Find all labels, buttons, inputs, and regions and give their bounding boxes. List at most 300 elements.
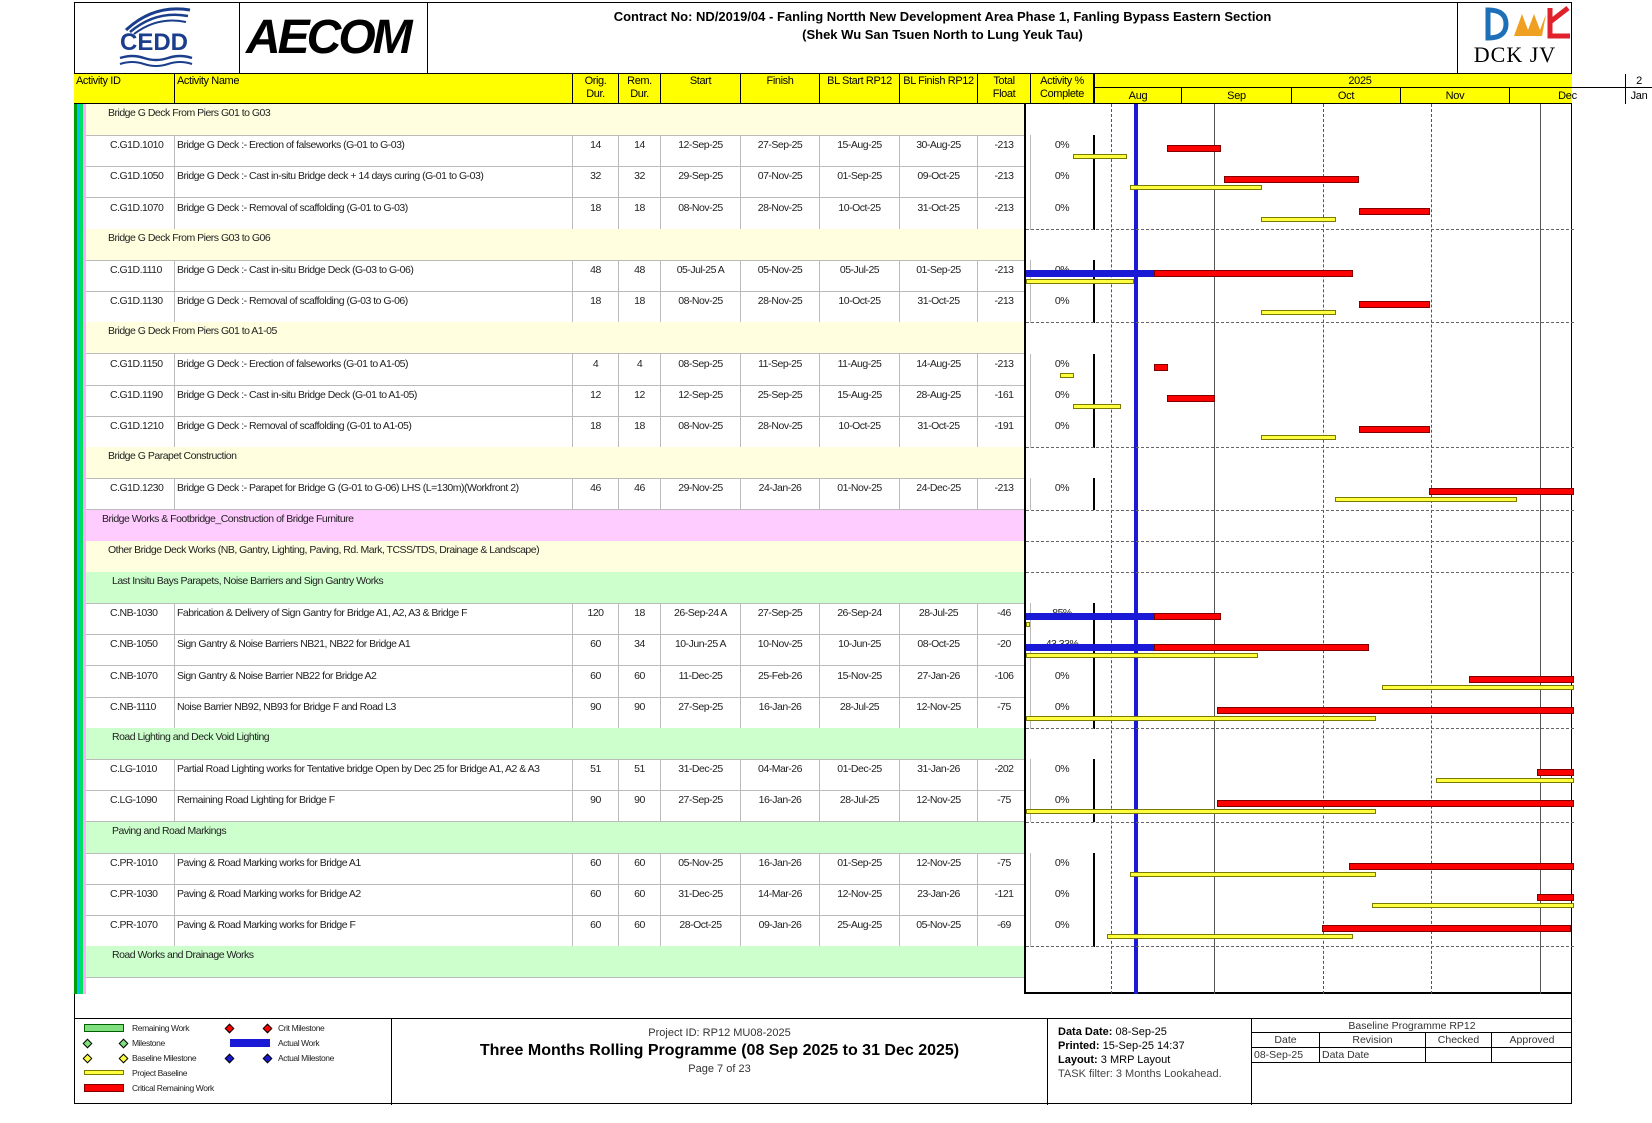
cell-start: 08-Nov-25 bbox=[661, 416, 741, 448]
cell-start: 12-Sep-25 bbox=[661, 135, 741, 167]
legend-actual-swatch bbox=[230, 1039, 270, 1047]
cell-blf: 31-Oct-25 bbox=[900, 291, 978, 323]
gantt-group-divider bbox=[1026, 946, 1574, 947]
col-activity-name[interactable]: Activity Name bbox=[175, 74, 573, 104]
critical-remaining-bar bbox=[1359, 301, 1430, 308]
cell-tf: -75 bbox=[978, 853, 1031, 885]
wbs-group-row bbox=[74, 946, 1024, 978]
gantt-group-divider bbox=[1026, 541, 1574, 542]
cell-finish: 11-Sep-25 bbox=[741, 354, 820, 386]
activity-row[interactable] bbox=[74, 354, 1070, 386]
cell-od: 60 bbox=[573, 884, 619, 916]
column-header bbox=[74, 74, 1648, 104]
cell-name: Paving & Road Marking works for Bridge A2 bbox=[175, 884, 573, 916]
cell-finish: 16-Jan-26 bbox=[741, 853, 820, 885]
cell-bls: 28-Jul-25 bbox=[820, 697, 900, 729]
contract-title-line1: Contract No: ND/2019/04 - Fanling Nortth New Development Area Phase 1, Fanling Bypass Eastern Section bbox=[613, 9, 1272, 24]
col-total-float[interactable]: Total Float bbox=[978, 74, 1031, 104]
cedd-logo-text: CEDD bbox=[120, 29, 189, 56]
cell-blf: 08-Oct-25 bbox=[900, 634, 978, 666]
activity-row[interactable] bbox=[74, 884, 1070, 916]
timescale-year: 2025 bbox=[1095, 74, 1626, 88]
activity-row[interactable] bbox=[74, 385, 1070, 417]
cell-finish: 16-Jan-26 bbox=[741, 697, 820, 729]
col-start[interactable]: Start bbox=[661, 74, 741, 104]
gantt-gridline bbox=[1431, 104, 1432, 994]
wbs-group-label: Bridge Works & Footbridge_Construction of Bridge Furniture bbox=[102, 513, 354, 525]
cell-finish: 28-Nov-25 bbox=[741, 198, 820, 230]
cell-finish: 07-Nov-25 bbox=[741, 166, 820, 198]
layout-value: 3 MRP Layout bbox=[1100, 1054, 1171, 1066]
critical-remaining-bar bbox=[1167, 145, 1221, 152]
cell-od: 48 bbox=[573, 260, 619, 292]
cell-bls: 10-Oct-25 bbox=[820, 416, 900, 448]
cell-finish: 25-Sep-25 bbox=[741, 385, 820, 417]
cell-finish: 09-Jan-26 bbox=[741, 915, 820, 947]
milestone-icon bbox=[83, 1039, 93, 1049]
cell-od: 60 bbox=[573, 666, 619, 698]
activity-row[interactable] bbox=[74, 759, 1070, 791]
cell-blf: 14-Aug-25 bbox=[900, 354, 978, 386]
cell-blf: 23-Jan-26 bbox=[900, 884, 978, 916]
cell-blf: 09-Oct-25 bbox=[900, 166, 978, 198]
cell-start: 27-Sep-25 bbox=[661, 697, 741, 729]
gantt-gridline bbox=[1540, 104, 1541, 994]
critical-remaining-bar bbox=[1154, 613, 1221, 620]
activity-row[interactable] bbox=[74, 291, 1070, 323]
critical-remaining-bar bbox=[1469, 676, 1574, 683]
wbs-group-label: Bridge G Parapet Construction bbox=[108, 450, 237, 462]
baseline-bar bbox=[1261, 217, 1336, 222]
aecom-logo-text: AECOM bbox=[246, 11, 410, 64]
activity-row[interactable] bbox=[74, 135, 1070, 167]
data-date-value: 08-Sep-25 bbox=[1115, 1026, 1167, 1038]
page-number: Page 7 of 23 bbox=[688, 1063, 751, 1075]
col-rem-dur[interactable]: Rem. Dur. bbox=[619, 74, 661, 104]
cell-rd: 4 bbox=[619, 354, 661, 386]
baseline-bar bbox=[1026, 716, 1376, 721]
cell-id: C.G1D.1230 bbox=[104, 478, 175, 510]
actual-milestone-icon bbox=[263, 1054, 273, 1064]
legend-critical-label: Critical Remaining Work bbox=[132, 1083, 214, 1093]
baseline-bar bbox=[1026, 279, 1134, 284]
cell-start: 05-Nov-25 bbox=[661, 853, 741, 885]
cell-blf: 12-Nov-25 bbox=[900, 853, 978, 885]
programme-title: Three Months Rolling Programme (08 Sep 2025 to 31 Dec 2025) bbox=[479, 1042, 960, 1059]
gantt-group-divider bbox=[1026, 447, 1574, 448]
cell-finish: 25-Feb-26 bbox=[741, 666, 820, 698]
cell-name: Bridge G Deck :- Cast in-situ Bridge deck + 14 days curing (G-01 to G-03) bbox=[175, 166, 573, 198]
cell-id: C.G1D.1050 bbox=[104, 166, 175, 198]
gantt-group-divider bbox=[1026, 728, 1574, 729]
gantt-chart bbox=[1024, 104, 1572, 994]
cell-blf: 05-Nov-25 bbox=[900, 915, 978, 947]
baseline-title: Baseline Programme RP12 bbox=[1252, 1019, 1572, 1033]
cell-rd: 60 bbox=[619, 915, 661, 947]
cell-rd: 18 bbox=[619, 603, 661, 635]
baseline-bar bbox=[1026, 653, 1258, 658]
cell-bls: 25-Aug-25 bbox=[820, 915, 900, 947]
cell-rd: 60 bbox=[619, 853, 661, 885]
gantt-gridline bbox=[1111, 104, 1112, 994]
cell-pc: 0% bbox=[1031, 416, 1095, 448]
legend-remaining-swatch bbox=[84, 1024, 124, 1032]
cell-bls: 01-Sep-25 bbox=[820, 853, 900, 885]
critical-remaining-bar bbox=[1154, 270, 1353, 277]
cell-tf: -202 bbox=[978, 759, 1031, 791]
cell-id: C.G1D.1150 bbox=[104, 354, 175, 386]
wbs-group-label: Other Bridge Deck Works (NB, Gantry, Lighting, Paving, Rd. Mark, TCSS/TDS, Drainage & Landscape) bbox=[108, 544, 540, 556]
cell-finish: 28-Nov-25 bbox=[741, 416, 820, 448]
programme-block bbox=[392, 1019, 1048, 1105]
gantt-group-divider bbox=[1026, 322, 1574, 323]
activity-row[interactable] bbox=[74, 416, 1070, 448]
critical-remaining-bar bbox=[1167, 395, 1215, 402]
baseline-bar bbox=[1436, 778, 1574, 783]
cell-tf: -213 bbox=[978, 135, 1031, 167]
baseline-milestone-icon bbox=[83, 1054, 93, 1064]
cell-finish: 16-Jan-26 bbox=[741, 790, 820, 822]
cell-od: 51 bbox=[573, 759, 619, 791]
baseline-bar bbox=[1335, 497, 1517, 502]
cell-rd: 90 bbox=[619, 697, 661, 729]
wbs-group-row bbox=[74, 822, 1024, 854]
cell-rd: 18 bbox=[619, 416, 661, 448]
activity-table bbox=[74, 104, 1070, 994]
activity-row[interactable] bbox=[74, 790, 1070, 822]
critical-remaining-bar bbox=[1537, 769, 1574, 776]
cell-tf: -213 bbox=[978, 260, 1031, 292]
actual-work-bar bbox=[1026, 270, 1154, 277]
wbs-group-row bbox=[74, 728, 1024, 760]
cell-start: 10-Jun-25 A bbox=[661, 634, 741, 666]
cell-od: 60 bbox=[573, 915, 619, 947]
cell-finish: 28-Nov-25 bbox=[741, 291, 820, 323]
baseline-bar bbox=[1261, 435, 1336, 440]
cell-od: 4 bbox=[573, 354, 619, 386]
wbs-group-label: Last Insitu Bays Parapets, Noise Barriers and Sign Gantry Works bbox=[112, 575, 384, 587]
cell-id: C.G1D.1110 bbox=[104, 260, 175, 292]
cell-name: Sign Gantry & Noise Barrier NB22 for Bridge A2 bbox=[175, 666, 573, 698]
critical-remaining-bar bbox=[1154, 644, 1369, 651]
month-aug: Aug bbox=[1095, 88, 1182, 104]
cell-bls: 26-Sep-24 bbox=[820, 603, 900, 635]
cell-start: 27-Sep-25 bbox=[661, 790, 741, 822]
cell-blf: 28-Aug-25 bbox=[900, 385, 978, 417]
revision-header: Date Revision Checked Approved bbox=[1252, 1033, 1572, 1048]
activity-row[interactable] bbox=[74, 166, 1070, 198]
cell-id: C.G1D.1010 bbox=[104, 135, 175, 167]
cell-bls: 01-Sep-25 bbox=[820, 166, 900, 198]
col-activity-complete[interactable]: Activity % Complete bbox=[1031, 74, 1095, 104]
cell-pc: 0% bbox=[1031, 198, 1095, 230]
revision-date: 08-Sep-25 bbox=[1252, 1048, 1320, 1063]
cell-finish: 24-Jan-26 bbox=[741, 478, 820, 510]
activity-row[interactable] bbox=[74, 666, 1070, 698]
gantt-group-divider bbox=[1026, 572, 1574, 573]
cell-id: C.NB-1030 bbox=[104, 603, 175, 635]
cell-tf: -191 bbox=[978, 416, 1031, 448]
cell-od: 14 bbox=[573, 135, 619, 167]
wbs-group-label: Paving and Road Markings bbox=[112, 825, 227, 837]
task-filter: TASK filter: 3 Months Lookahead. bbox=[1058, 1068, 1222, 1080]
wbs-group-label: Bridge G Deck From Piers G01 to A1-05 bbox=[108, 325, 277, 337]
month-sep: Sep bbox=[1182, 88, 1292, 104]
cell-od: 120 bbox=[573, 603, 619, 635]
crit-milestone-icon bbox=[263, 1024, 273, 1034]
critical-remaining-bar bbox=[1429, 488, 1574, 495]
wbs-group-row bbox=[74, 510, 1024, 542]
cell-tf: -106 bbox=[978, 666, 1031, 698]
cell-tf: -161 bbox=[978, 385, 1031, 417]
cell-bls: 01-Nov-25 bbox=[820, 478, 900, 510]
title-block bbox=[74, 2, 1572, 74]
cell-id: C.G1D.1070 bbox=[104, 198, 175, 230]
cell-bls: 28-Jul-25 bbox=[820, 790, 900, 822]
cell-start: 28-Oct-25 bbox=[661, 915, 741, 947]
revision-row bbox=[1252, 1048, 1572, 1063]
printed-value: 15-Sep-25 14:37 bbox=[1102, 1040, 1185, 1052]
cell-finish: 10-Nov-25 bbox=[741, 634, 820, 666]
month-nov: Nov bbox=[1401, 88, 1510, 104]
col-bl-finish[interactable]: BL Finish RP12 bbox=[900, 74, 978, 104]
cell-od: 90 bbox=[573, 790, 619, 822]
project-id: Project ID: RP12 MU08-2025 bbox=[648, 1027, 791, 1039]
critical-remaining-bar bbox=[1224, 176, 1359, 183]
cell-pc: 0% bbox=[1031, 666, 1095, 698]
cell-tf: -213 bbox=[978, 166, 1031, 198]
activity-row[interactable] bbox=[74, 260, 1024, 292]
cell-od: 90 bbox=[573, 697, 619, 729]
wbs-group-label: Road Lighting and Deck Void Lighting bbox=[112, 731, 270, 743]
cell-name: Bridge G Deck :- Removal of scaffolding (G-01 to G-03) bbox=[175, 198, 573, 230]
cell-id: C.PR-1010 bbox=[104, 853, 175, 885]
cell-bls: 15-Nov-25 bbox=[820, 666, 900, 698]
crit-milestone-icon bbox=[225, 1024, 235, 1034]
cell-id: C.NB-1050 bbox=[104, 634, 175, 666]
cell-name: Paving & Road Marking works for Bridge A1 bbox=[175, 853, 573, 885]
baseline-bar bbox=[1026, 809, 1376, 814]
cell-start: 08-Sep-25 bbox=[661, 354, 741, 386]
col-finish[interactable]: Finish bbox=[741, 74, 820, 104]
cell-pc: 0% bbox=[1031, 915, 1095, 947]
baseline-bar bbox=[1382, 685, 1574, 690]
cell-start: 11-Dec-25 bbox=[661, 666, 741, 698]
legend-actual-milestone-label: Actual Milestone bbox=[278, 1053, 334, 1063]
activity-row[interactable] bbox=[74, 634, 1024, 666]
cell-pc: 0% bbox=[1031, 884, 1095, 916]
cell-id: C.PR-1030 bbox=[104, 884, 175, 916]
aecom-logo bbox=[240, 2, 428, 74]
cell-od: 60 bbox=[573, 853, 619, 885]
legend-baseline-label: Project Baseline bbox=[132, 1068, 188, 1078]
cell-id: C.G1D.1190 bbox=[104, 385, 175, 417]
baseline-bar bbox=[1060, 373, 1074, 378]
cell-od: 12 bbox=[573, 385, 619, 417]
legend-milestone-label: Milestone bbox=[132, 1038, 165, 1048]
baseline-bar bbox=[1026, 622, 1030, 627]
cell-id: C.G1D.1130 bbox=[104, 291, 175, 323]
cell-rd: 90 bbox=[619, 790, 661, 822]
wbs-group-label: Bridge G Deck From Piers G03 to G06 bbox=[108, 232, 271, 244]
revision-desc: Data Date bbox=[1320, 1048, 1426, 1063]
dckjv-logo-text: DCK JV bbox=[1473, 42, 1557, 67]
cell-tf: -20 bbox=[978, 634, 1031, 666]
gantt-gridline bbox=[1214, 104, 1215, 994]
cell-blf: 31-Jan-26 bbox=[900, 759, 978, 791]
legend-remaining-label: Remaining Work bbox=[132, 1023, 190, 1033]
cell-name: Bridge G Deck :- Parapet for Bridge G (G-01 to G-06) LHS (L=130m)(Workfront 2) bbox=[175, 478, 573, 510]
cell-rd: 60 bbox=[619, 884, 661, 916]
cell-rd: 14 bbox=[619, 135, 661, 167]
actual-work-bar bbox=[1026, 644, 1154, 651]
gantt-group-divider bbox=[1026, 510, 1574, 511]
month-oct: Oct bbox=[1292, 88, 1401, 104]
cell-name: Fabrication & Delivery of Sign Gantry for Bridge A1, A2, A3 & Bridge F bbox=[175, 603, 573, 635]
cell-blf: 31-Oct-25 bbox=[900, 416, 978, 448]
cell-pc: 0% bbox=[1031, 385, 1095, 417]
cell-blf: 12-Nov-25 bbox=[900, 697, 978, 729]
cell-id: C.LG-1010 bbox=[104, 759, 175, 791]
cell-id: C.G1D.1210 bbox=[104, 416, 175, 448]
cell-start: 12-Sep-25 bbox=[661, 385, 741, 417]
cell-name: Bridge G Deck :- Cast in-situ Bridge Deck (G-03 to G-06) bbox=[175, 260, 573, 292]
legend bbox=[74, 1019, 392, 1105]
cell-od: 18 bbox=[573, 416, 619, 448]
revision-block bbox=[1252, 1019, 1572, 1105]
cell-tf: -75 bbox=[978, 697, 1031, 729]
cell-blf: 12-Nov-25 bbox=[900, 790, 978, 822]
cell-start: 29-Sep-25 bbox=[661, 166, 741, 198]
wbs-group-label: Bridge G Deck From Piers G01 to G03 bbox=[108, 107, 271, 119]
cell-rd: 60 bbox=[619, 666, 661, 698]
contract-title bbox=[428, 2, 1458, 74]
cell-finish: 14-Mar-26 bbox=[741, 884, 820, 916]
cell-start: 08-Nov-25 bbox=[661, 291, 741, 323]
baseline-bar bbox=[1073, 404, 1121, 409]
cell-bls: 10-Jun-25 bbox=[820, 634, 900, 666]
cell-start: 31-Dec-25 bbox=[661, 884, 741, 916]
legend-baseline-milestone-label: Baseline Milestone bbox=[132, 1053, 197, 1063]
cell-name: Bridge G Deck :- Removal of scaffolding (G-01 to A1-05) bbox=[175, 416, 573, 448]
cell-name: Bridge G Deck :- Erection of falseworks (G-01 to G-03) bbox=[175, 135, 573, 167]
legend-crit-milestone-label: Crit Milestone bbox=[278, 1023, 325, 1033]
cell-rd: 51 bbox=[619, 759, 661, 791]
cell-name: Paving & Road Marking works for Bridge F bbox=[175, 915, 573, 947]
legend-critical-swatch bbox=[84, 1084, 124, 1092]
activity-row[interactable] bbox=[74, 853, 1070, 885]
cell-blf: 31-Oct-25 bbox=[900, 198, 978, 230]
activity-row[interactable] bbox=[74, 697, 1070, 729]
cell-od: 46 bbox=[573, 478, 619, 510]
cell-start: 26-Sep-24 A bbox=[661, 603, 741, 635]
cell-finish: 27-Sep-25 bbox=[741, 135, 820, 167]
data-date-line bbox=[1134, 104, 1138, 994]
col-bl-start[interactable]: BL Start RP12 bbox=[820, 74, 900, 104]
wbs-group-row bbox=[74, 104, 1024, 136]
cell-id: C.NB-1110 bbox=[104, 697, 175, 729]
cell-start: 29-Nov-25 bbox=[661, 478, 741, 510]
cell-bls: 10-Oct-25 bbox=[820, 198, 900, 230]
cell-pc: 0% bbox=[1031, 478, 1095, 510]
baseline-bar bbox=[1261, 310, 1336, 315]
cell-id: C.LG-1090 bbox=[104, 790, 175, 822]
activity-row[interactable] bbox=[74, 478, 1070, 510]
critical-remaining-bar bbox=[1359, 426, 1430, 433]
cell-name: Partial Road Lighting works for Tentative bridge Open by Dec 25 for Bridge A1, A2 & A3 bbox=[175, 759, 573, 791]
col-activity-id[interactable]: Activity ID bbox=[74, 74, 175, 104]
critical-remaining-bar bbox=[1349, 863, 1574, 870]
baseline-bar bbox=[1130, 185, 1262, 190]
cell-name: Noise Barrier NB92, NB93 for Bridge F and Road L3 bbox=[175, 697, 573, 729]
baseline-bar bbox=[1073, 154, 1127, 159]
wbs-group-row bbox=[74, 322, 1024, 354]
cell-od: 60 bbox=[573, 634, 619, 666]
cell-rd: 48 bbox=[619, 260, 661, 292]
critical-remaining-bar bbox=[1217, 707, 1574, 714]
wbs-group-row bbox=[74, 229, 1024, 261]
cell-start: 05-Jul-25 A bbox=[661, 260, 741, 292]
cell-rd: 32 bbox=[619, 166, 661, 198]
cell-rd: 12 bbox=[619, 385, 661, 417]
cell-name: Bridge G Deck :- Erection of falseworks (G-01 to A1-05) bbox=[175, 354, 573, 386]
cell-blf: 01-Sep-25 bbox=[900, 260, 978, 292]
activity-row[interactable] bbox=[74, 915, 1070, 947]
cell-rd: 34 bbox=[619, 634, 661, 666]
cell-tf: -75 bbox=[978, 790, 1031, 822]
wbs-group-label: Road Works and Drainage Works bbox=[112, 949, 254, 961]
col-orig-dur[interactable]: Orig. Dur. bbox=[573, 74, 619, 104]
wbs-group-row bbox=[74, 572, 1024, 604]
cedd-logo bbox=[74, 2, 240, 74]
cell-rd: 18 bbox=[619, 198, 661, 230]
cell-start: 08-Nov-25 bbox=[661, 198, 741, 230]
critical-remaining-bar bbox=[1359, 208, 1430, 215]
cell-od: 18 bbox=[573, 291, 619, 323]
cell-start: 31-Dec-25 bbox=[661, 759, 741, 791]
cell-pc: 0% bbox=[1031, 354, 1095, 386]
cell-bls: 01-Dec-25 bbox=[820, 759, 900, 791]
cell-pc: 0% bbox=[1031, 291, 1095, 323]
cell-od: 18 bbox=[573, 198, 619, 230]
baseline-bar bbox=[1130, 872, 1376, 877]
cell-pc: 0% bbox=[1031, 853, 1095, 885]
cell-name: Remaining Road Lighting for Bridge F bbox=[175, 790, 573, 822]
critical-remaining-bar bbox=[1154, 364, 1168, 371]
cell-id: C.NB-1070 bbox=[104, 666, 175, 698]
wbs-group-row bbox=[74, 541, 1024, 573]
baseline-milestone-icon bbox=[119, 1054, 129, 1064]
cell-pc: 0% bbox=[1031, 790, 1095, 822]
dckjv-logo bbox=[1458, 2, 1572, 74]
cell-bls: 11-Aug-25 bbox=[820, 354, 900, 386]
gantt-group-divider bbox=[1026, 229, 1574, 230]
activity-row[interactable] bbox=[74, 603, 1024, 635]
legend-actual-label: Actual Work bbox=[278, 1038, 320, 1048]
legend-baseline-swatch bbox=[84, 1070, 124, 1075]
activity-row[interactable] bbox=[74, 198, 1070, 230]
cell-finish: 27-Sep-25 bbox=[741, 603, 820, 635]
month-dec: Dec bbox=[1510, 88, 1626, 104]
milestone-icon bbox=[119, 1039, 129, 1049]
cell-tf: -213 bbox=[978, 478, 1031, 510]
cell-rd: 18 bbox=[619, 291, 661, 323]
cell-blf: 24-Dec-25 bbox=[900, 478, 978, 510]
cell-blf: 27-Jan-26 bbox=[900, 666, 978, 698]
gantt-group-divider bbox=[1026, 822, 1574, 823]
actual-work-bar bbox=[1026, 613, 1154, 620]
cell-tf: -213 bbox=[978, 354, 1031, 386]
